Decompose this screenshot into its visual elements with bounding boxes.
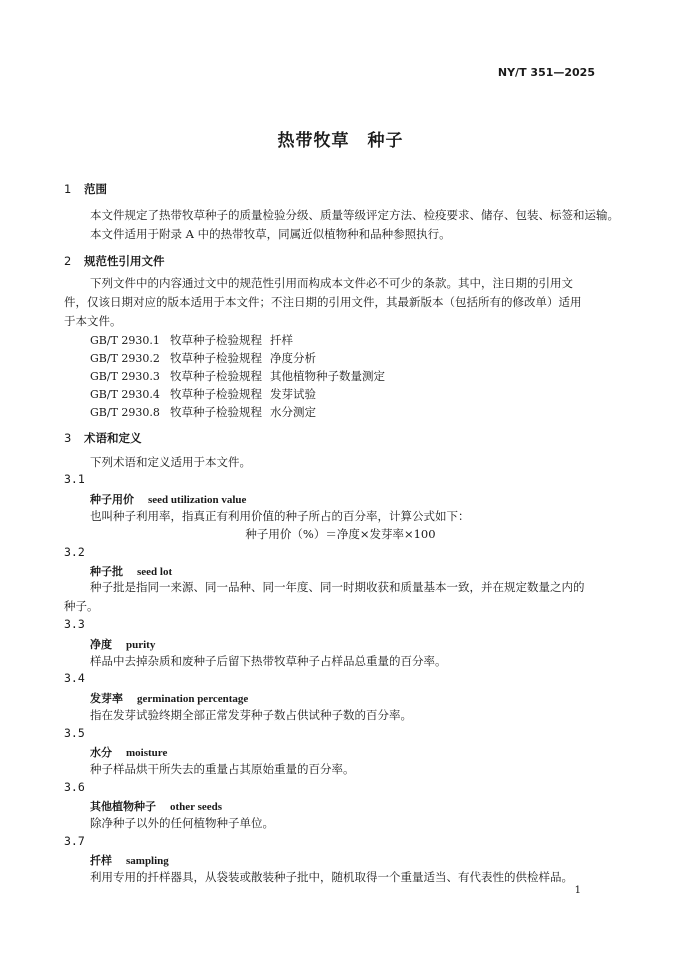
term-zh: 发芽率	[90, 692, 123, 705]
term-heading	[90, 491, 246, 507]
reference-title: 牧草种子检验规程	[170, 369, 262, 383]
reference-title: 牧草种子检验规程	[170, 333, 262, 347]
reference-code: GB/T 2930.1	[90, 334, 160, 347]
clause-number: 3.6	[64, 780, 85, 794]
reference-part: 其他植物种子数量测定	[270, 369, 385, 383]
reference-part: 扦样	[270, 333, 293, 347]
term-heading	[90, 636, 155, 652]
term-zh: 种子用价	[90, 493, 134, 506]
term-heading	[90, 852, 169, 868]
section-2-heading	[64, 253, 165, 269]
section-number: 2	[64, 254, 72, 268]
term-zh: 其他植物种子	[90, 800, 156, 813]
section-title: 术语和定义	[84, 431, 142, 445]
formula: 种子用价（%）＝净度×发芽率×100	[245, 527, 436, 541]
term-definition: 利用专用的扦样器具，从袋装或散装种子批中，随机取得一个重量适当、有代表性的供检样品。	[90, 870, 573, 884]
reference-item	[90, 368, 385, 384]
clause-number: 3.2	[64, 545, 85, 559]
page-number: 1	[574, 885, 581, 896]
reference-item	[90, 332, 293, 348]
reference-item	[90, 386, 316, 402]
term-definition: 种子批是指同一来源、同一品种、同一年度、同一时期收获和质量基本一致，并在规定数量之内的种子。	[64, 580, 585, 613]
paragraph: 下列术语和定义适用于本文件。	[90, 455, 251, 469]
paragraph: 下列文件中的内容通过文中的规范性引用而构成本文件必不可少的条款。其中，注日期的引用文件，仅该日期对应的版本适用于本文件；不注日期的引用文件，其最新版本（包括所有的修改单）适用于本文件。	[64, 276, 582, 328]
reference-item	[90, 350, 316, 366]
term-heading	[90, 798, 222, 814]
term-definition: 种子样品烘干所失去的重量占其原始重量的百分率。	[90, 762, 355, 776]
term-definition: 样品中去掉杂质和废种子后留下热带牧草种子占样品总重量的百分率。	[90, 654, 447, 668]
term-en: seed utilization value	[148, 494, 247, 506]
document-title: 热带牧草 种子	[277, 131, 404, 151]
reference-part: 水分测定	[270, 405, 316, 419]
clause-number: 3.1	[64, 472, 85, 486]
clause-number: 3.7	[64, 834, 85, 848]
term-definition: 指在发芽试验终期全部正常发芽种子数占供试种子数的百分率。	[90, 708, 412, 722]
term-en: other seeds	[170, 801, 223, 813]
reference-code: GB/T 2930.3	[90, 370, 160, 383]
term-heading	[90, 563, 172, 579]
term-zh: 扦样	[90, 854, 112, 867]
term-zh: 净度	[90, 638, 112, 651]
reference-item	[90, 404, 316, 420]
reference-code: GB/T 2930.8	[90, 406, 160, 419]
clause-number: 3.4	[64, 671, 85, 685]
reference-title: 牧草种子检验规程	[170, 387, 262, 401]
term-definition: 除净种子以外的任何植物种子单位。	[90, 816, 274, 830]
term-en: moisture	[126, 747, 168, 759]
term-heading	[90, 744, 167, 760]
reference-title: 牧草种子检验规程	[170, 351, 262, 365]
term-en: germination percentage	[137, 693, 249, 705]
term-heading	[90, 690, 248, 706]
reference-title: 牧草种子检验规程	[170, 405, 262, 419]
term-definition: 也叫种子利用率，指真正有利用价值的种子所占的百分率，计算公式如下：	[90, 509, 470, 523]
term-zh: 种子批	[90, 565, 123, 578]
clause-number: 3.3	[64, 617, 85, 631]
reference-part: 发芽试验	[270, 387, 316, 401]
term-zh: 水分	[90, 746, 112, 759]
section-number: 1	[64, 182, 72, 196]
section-3-heading	[64, 430, 142, 446]
term-en: purity	[126, 639, 156, 651]
section-title: 范围	[84, 182, 107, 196]
reference-part: 净度分析	[270, 351, 316, 365]
clause-number: 3.5	[64, 726, 85, 740]
section-1-heading	[64, 181, 107, 197]
section-title: 规范性引用文件	[84, 254, 165, 268]
paragraph: 本文件适用于附录 A 中的热带牧草，同属近似植物种和品种参照执行。	[90, 227, 451, 241]
standard-code: NY/T 351—2025	[497, 66, 595, 79]
reference-code: GB/T 2930.2	[90, 352, 160, 365]
reference-code: GB/T 2930.4	[90, 388, 160, 401]
term-en: sampling	[126, 855, 169, 867]
paragraph: 本文件规定了热带牧草种子的质量检验分级、质量等级评定方法、检疫要求、储存、包装、标签和运输。	[90, 208, 619, 222]
term-en: seed lot	[137, 566, 173, 578]
section-number: 3	[64, 431, 72, 445]
